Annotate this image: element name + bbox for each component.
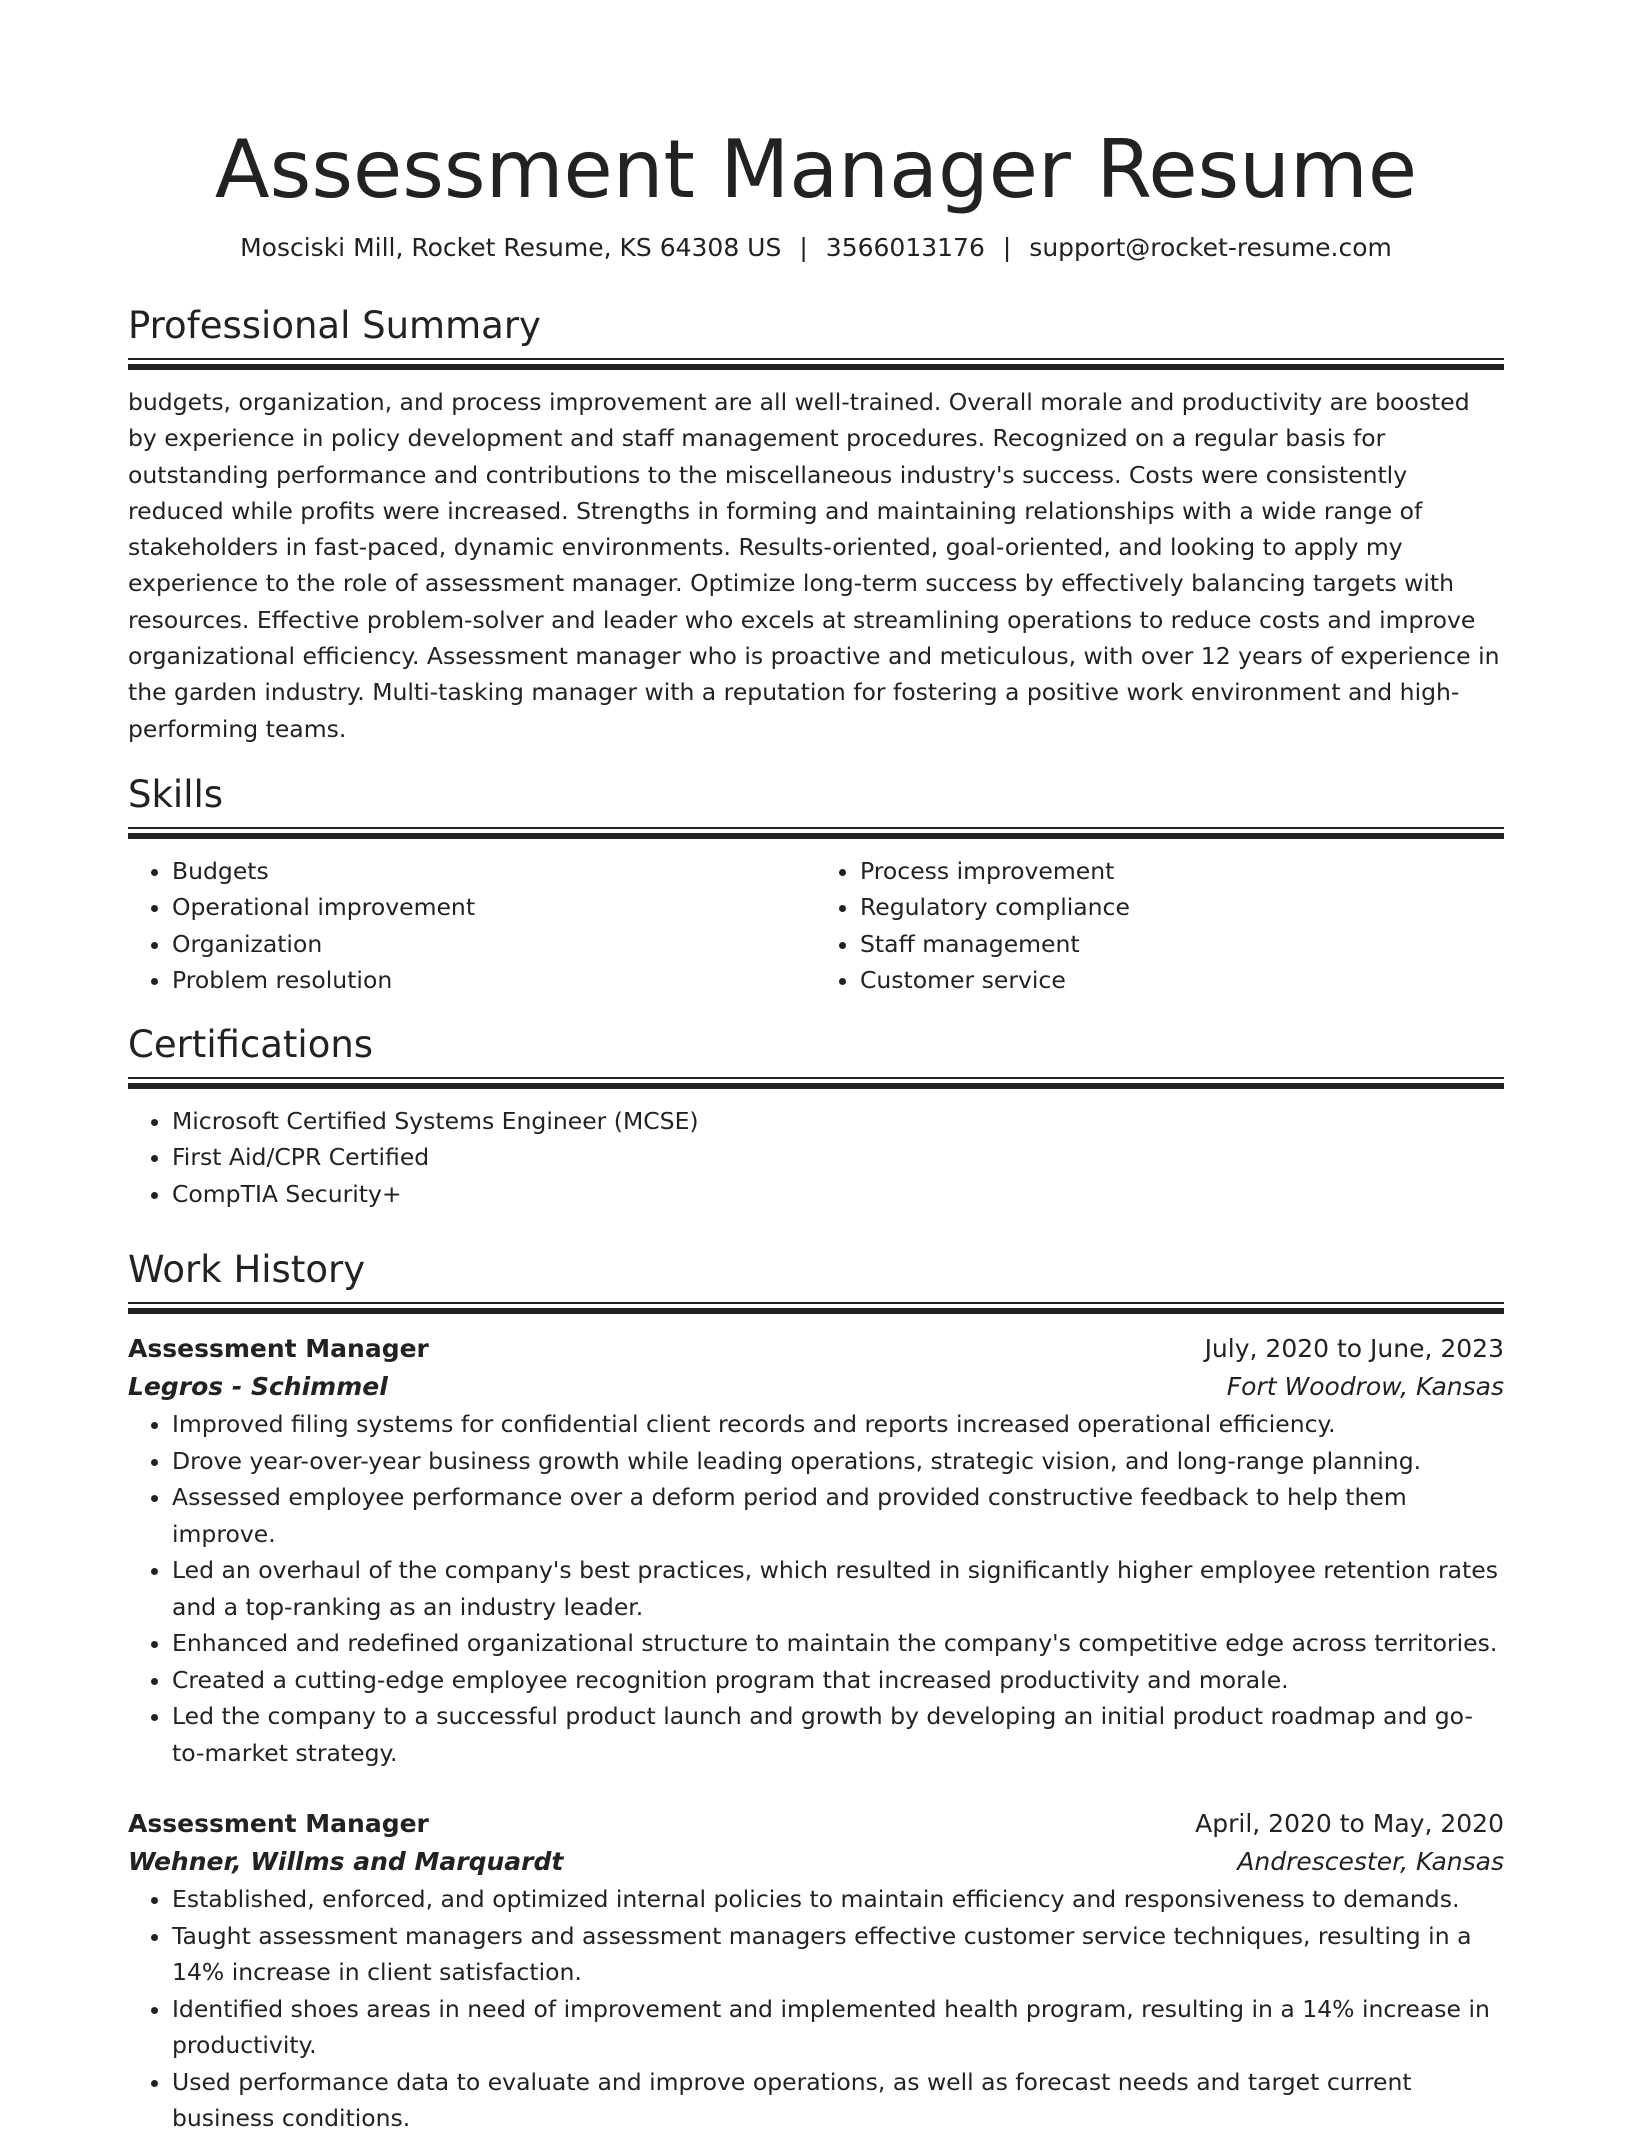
section-divider	[128, 827, 1504, 829]
job-company: Wehner, Willms and Marquardt	[128, 1847, 564, 1877]
skills-section	[128, 773, 1504, 999]
contact-separator: |	[1002, 233, 1012, 262]
skill-item: • Problem resolution	[172, 962, 816, 999]
job-bullet: • Used performance data to evaluate and improve operations, as well as forecast needs and target current business conditions.	[172, 2064, 1504, 2137]
section-heading-skills: Skills	[128, 772, 224, 816]
contact-separator: |	[799, 233, 808, 262]
job-bullet: • Identified shoes areas in need of improvement and implemented health program, resulting in a 14% increase in productivity.	[172, 1991, 1504, 2064]
skills-list-left	[128, 853, 816, 999]
certifications-section	[128, 1023, 1504, 1213]
job-bullet: • Created a cutting-edge employee recognition program that increased productivity and morale.	[172, 1662, 1504, 1699]
job-bullet: • Taught assessment managers and assessment managers effective customer service techniques, resulting in a 14% increase in client satisfaction.	[172, 1918, 1504, 1991]
section-divider	[128, 1077, 1504, 1079]
section-heading-summary: Professional Summary	[128, 304, 541, 347]
job-bullet: • Assessed employee performance over a deform period and provided constructive feedback to help them improve.	[172, 1479, 1504, 1552]
resume-page	[128, 0, 1504, 2137]
section-divider-thick	[128, 364, 1504, 370]
skill-item: • Organization	[172, 926, 816, 963]
section-heading-work-history: Work History	[128, 1248, 366, 1292]
section-divider	[128, 358, 1504, 360]
section-divider	[128, 1302, 1504, 1304]
job-header	[128, 1330, 1504, 1368]
certification-item: • CompTIA Security+	[172, 1176, 1504, 1213]
job-title: Assessment Manager	[128, 1334, 429, 1364]
skill-item: • Operational improvement	[172, 889, 816, 926]
job-dates: July, 2020 to June, 2023	[1204, 1334, 1504, 1364]
job-bullet: • Drove year-over-year business growth while leading operations, strategic vision, and long-range planning.	[172, 1443, 1504, 1480]
job-location: Fort Woodrow, Kansas	[1226, 1372, 1504, 1402]
summary-section	[128, 304, 1504, 747]
job-subheader	[128, 1843, 1504, 1881]
job-entry	[128, 1330, 1504, 1771]
section-divider-thick	[128, 1083, 1504, 1089]
job-bullet: • Led the company to a successful product launch and growth by developing an initial product roadmap and go-to-market strategy.	[172, 1698, 1504, 1771]
certification-item: • Microsoft Certified Systems Engineer (MCSE)	[172, 1103, 1504, 1140]
certifications-list	[128, 1103, 1504, 1213]
job-bullet: • Improved filing systems for confidential client records and reports increased operational efficiency.	[172, 1406, 1504, 1443]
job-bullet: • Established, enforced, and optimized internal policies to maintain efficiency and responsiveness to demands.	[172, 1881, 1504, 1918]
skills-grid	[128, 853, 1504, 999]
section-heading-certifications: Certifications	[128, 1022, 374, 1066]
certification-item: • First Aid/CPR Certified	[172, 1139, 1504, 1176]
skill-item: • Staff management	[860, 926, 1504, 963]
job-title: Assessment Manager	[128, 1809, 429, 1839]
job-company: Legros - Schimmel	[128, 1372, 388, 1402]
section-divider-thick	[128, 833, 1504, 839]
contact-line	[128, 232, 1504, 264]
summary-text: budgets, organization, and process improvement are all well-trained. Overall morale and productivity are boosted by experience in policy development and staff management procedures. Recognized on a regular basis for outstanding performance and contributions to the miscellaneous industry's success. Costs were consistently reduced while profits were increased. Strengths in forming and maintaining relationships with a wide range of stakeholders in fast-paced, dynamic environments. Results-oriented, goal-oriented, and looking to apply my experience to the role of assessment manager. Optimize long-term success by effectively balancing targets with resources. Effective problem-solver and leader who excels at streamlining operations to reduce costs and improve organizational efficiency. Assessment manager who is proactive and meticulous, with over 12 years of experience in the garden industry. Multi-tasking manager with a reputation for fostering a positive work environment and high-performing teams.	[128, 388, 1500, 743]
contact-phone: 3566013176	[825, 233, 985, 262]
skill-item: • Budgets	[172, 853, 816, 890]
job-bullet-list	[128, 1881, 1504, 2137]
job-subheader	[128, 1368, 1504, 1406]
skill-item: • Regulatory compliance	[860, 889, 1504, 926]
contact-email: support@rocket-resume.com	[1029, 233, 1392, 262]
contact-address: Mosciski Mill, Rocket Resume, KS 64308 US	[240, 233, 782, 262]
job-bullet-list	[128, 1406, 1504, 1771]
resume-title: Assessment Manager Resume	[214, 123, 1418, 216]
work-history-section	[128, 1248, 1504, 2137]
skills-list-right	[816, 853, 1504, 999]
job-entry	[128, 1805, 1504, 2137]
section-divider-thick	[128, 1308, 1504, 1314]
skill-item: • Customer service	[860, 962, 1504, 999]
job-dates: April, 2020 to May, 2020	[1195, 1809, 1504, 1839]
job-location: Andrescester, Kansas	[1237, 1847, 1504, 1877]
skill-item: • Process improvement	[860, 853, 1504, 890]
job-bullet: • Enhanced and redefined organizational structure to maintain the company's competitive edge across territories.	[172, 1625, 1504, 1662]
job-bullet: • Led an overhaul of the company's best practices, which resulted in significantly higher employee retention rates and a top-ranking as an industry leader.	[172, 1552, 1504, 1625]
job-header	[128, 1805, 1504, 1843]
